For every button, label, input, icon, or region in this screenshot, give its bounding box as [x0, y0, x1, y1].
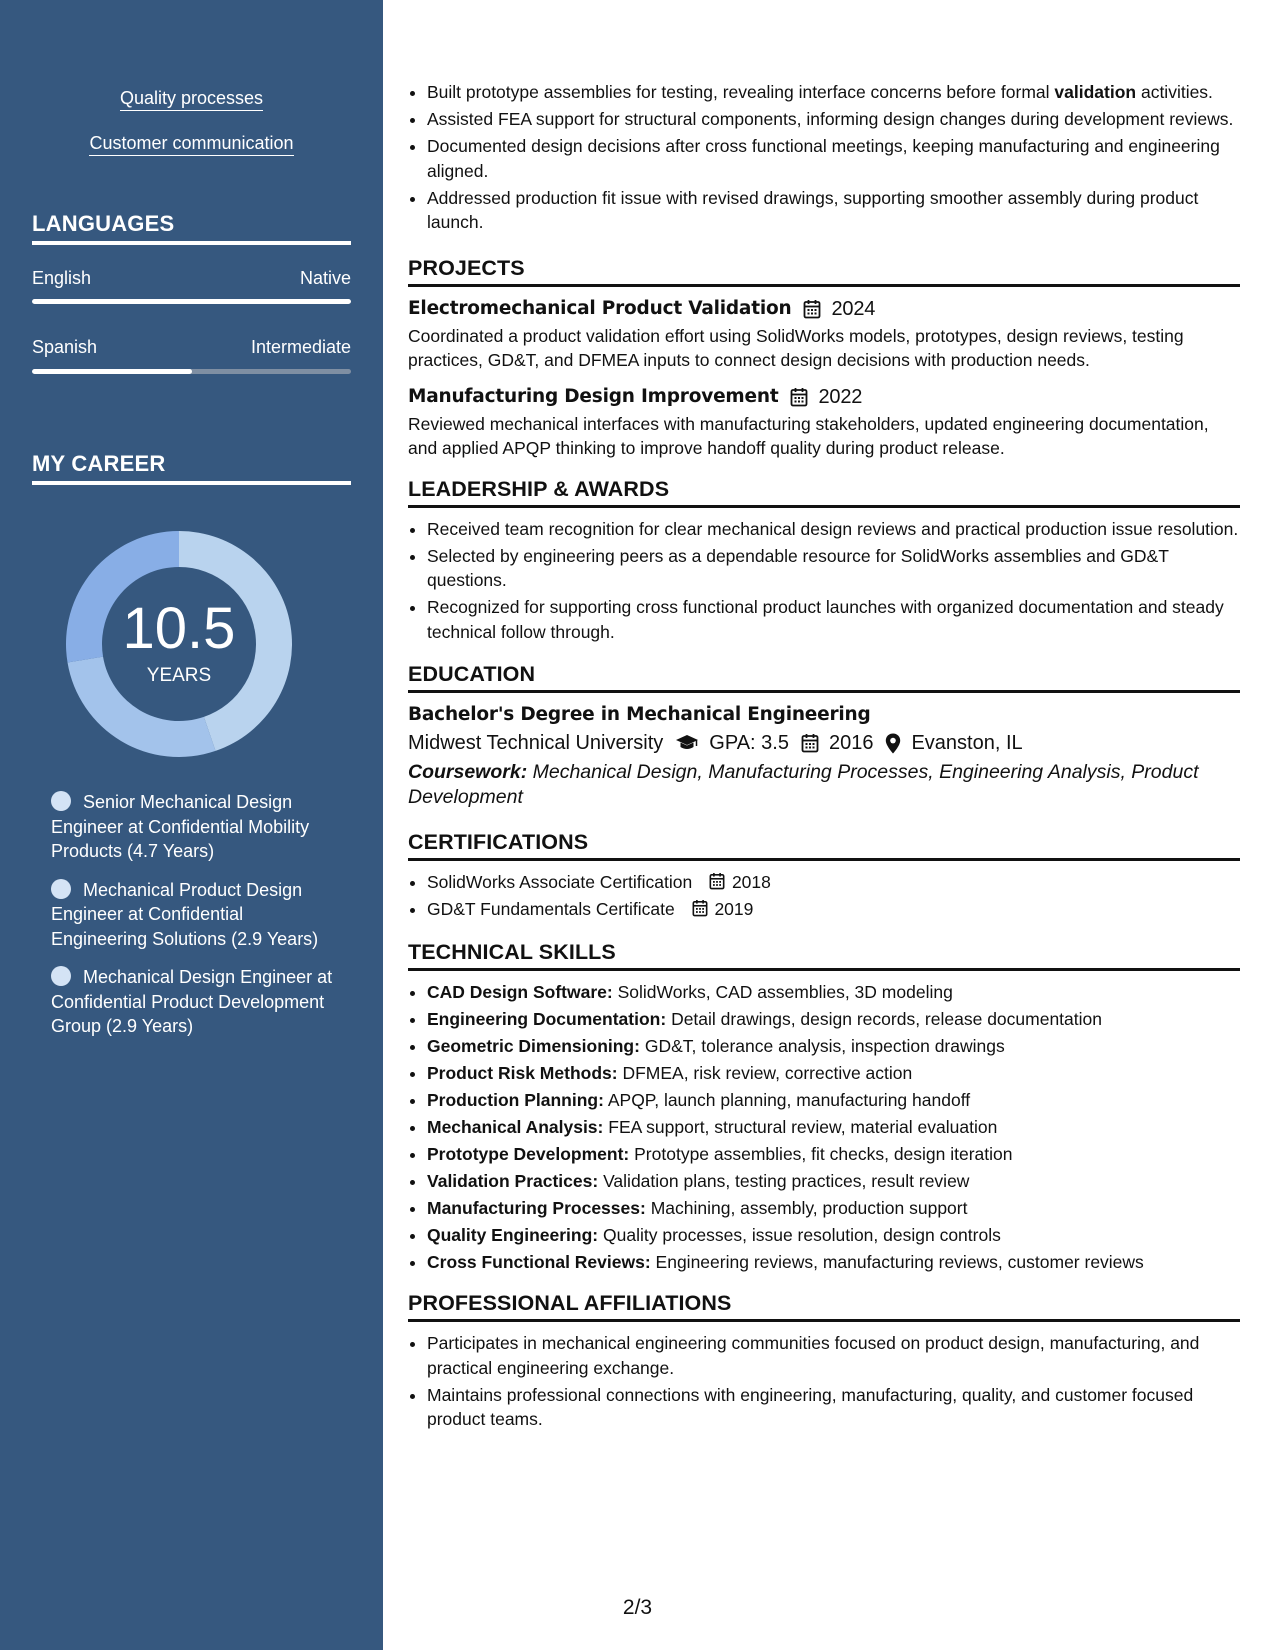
sidebar: [0, 0, 383, 1650]
project-title-row: [408, 296, 1240, 322]
technical-skill-value: DFMEA, risk review, corrective action: [622, 1062, 913, 1083]
certifications-list: [408, 870, 1240, 922]
calendar-icon: [790, 387, 808, 407]
calendar-icon: [803, 299, 821, 319]
leadership-bullets: [408, 517, 1240, 645]
language-name: English: [32, 268, 92, 288]
technical-skill-item: [427, 1250, 1240, 1275]
technical-skill-label: Mechanical Analysis:: [427, 1116, 604, 1137]
technical-skill-label: CAD Design Software:: [427, 981, 613, 1002]
technical-skill-label: Quality Engineering:: [427, 1224, 599, 1245]
technical-skill-label: Engineering Documentation:: [427, 1008, 667, 1029]
certification-year: 2019: [714, 899, 754, 919]
project-description: Reviewed mechanical interfaces with manufacturing stakeholders, updated engineering documentation, and applied APQP thinking to improve handoff quality during product release.: [408, 413, 1209, 458]
bullet-dot-icon: [51, 791, 71, 811]
technical-skill-value: Validation plans, testing practices, result review: [603, 1170, 970, 1191]
certification-year: 2018: [731, 872, 771, 892]
technical-skill-value: FEA support, structural review, material evaluation: [608, 1116, 998, 1137]
technical-skill-item: [427, 1007, 1240, 1032]
education-year: 2016: [828, 732, 874, 754]
coursework: Coursework: Mechanical Design, Manufacturing Processes, Engineering Analysis, Product Development: [408, 761, 1199, 808]
technical-skill-value: Engineering reviews, manufacturing reviews, customer reviews: [655, 1251, 1144, 1272]
project-description: Coordinated a product validation effort using SolidWorks models, prototypes, design reviews, testing practices, GD&T, and DFMEA inputs to connect design decisions with production needs.: [408, 325, 1184, 370]
technical-skill-value: GD&T, tolerance analysis, inspection drawings: [644, 1035, 1005, 1056]
technical-skill-item: [427, 980, 1240, 1005]
career-item: Senior Mechanical Design Engineer at Confidential Mobility Products (4.7 Years): [51, 792, 310, 861]
technical-skill-label: Product Risk Methods:: [427, 1062, 618, 1083]
career-list: [51, 790, 341, 1053]
experience-bullets: [408, 80, 1240, 235]
skill-item-quality-processes: Quality processes: [0, 88, 383, 109]
education-gpa: GPA: 3.5: [709, 732, 789, 754]
technical-skill-item: [427, 1034, 1240, 1059]
leadership-bullet: • Recognized for supporting cross functional product launches with organized documentation and steady technical follow through.: [427, 595, 1240, 644]
technical-skill-label: Manufacturing Processes:: [427, 1197, 646, 1218]
affiliations-bullets: [408, 1331, 1240, 1432]
technical-skill-value: SolidWorks, CAD assemblies, 3D modeling: [617, 981, 953, 1002]
technical-skill-label: Production Planning:: [427, 1089, 604, 1110]
career-heading: MY CAREER: [32, 451, 351, 485]
languages-heading: LANGUAGES: [32, 211, 351, 245]
skill-item-customer-communication: Customer communication: [0, 133, 383, 154]
experience-bullet: • Assisted FEA support for structural components, informing design changes during development reviews.: [427, 107, 1240, 132]
career-total-value: 10.5: [122, 596, 236, 661]
calendar-icon: [692, 899, 708, 917]
language-bar-fill: [32, 299, 351, 304]
technical-skill-value: Detail drawings, design records, release documentation: [671, 1008, 1102, 1029]
technical-skill-label: Geometric Dimensioning:: [427, 1035, 640, 1056]
career-total-unit: YEARS: [146, 665, 212, 686]
calendar-icon: [801, 733, 819, 753]
certification-name: SolidWorks Associate Certification: [427, 872, 693, 892]
technical-skill-item: [427, 1223, 1240, 1248]
education-heading: EDUCATION: [408, 662, 1240, 693]
technical-skill-value: Machining, assembly, production support: [650, 1197, 968, 1218]
language-name: Spanish: [32, 337, 98, 357]
career-item: Mechanical Product Design Engineer at Confidential Engineering Solutions (2.9 Years): [51, 879, 319, 949]
certifications-heading: CERTIFICATIONS: [408, 830, 1240, 861]
experience-bullet: • Addressed production fit issue with revised drawings, supporting smoother assembly during product launch.: [427, 186, 1240, 235]
project-year: 2024: [831, 297, 876, 320]
project-title-row: [408, 384, 1240, 410]
technical-skill-value: Quality processes, issue resolution, design controls: [603, 1224, 1001, 1245]
project-year: 2022: [818, 385, 863, 408]
bullet-dot-icon: [51, 879, 71, 899]
technical-skill-label: Prototype Development:: [427, 1143, 630, 1164]
graduation-cap-icon: [675, 734, 699, 752]
language-bar-fill: [32, 369, 192, 374]
affiliation-bullet: • Participates in mechanical engineering communities focused on product design, manufacturing, and practical engineering exchange.: [427, 1331, 1240, 1380]
certification-name: GD&T Fundamentals Certificate: [427, 899, 675, 919]
affiliations-heading: PROFESSIONAL AFFILIATIONS: [408, 1291, 1240, 1322]
technical-skill-item: [427, 1196, 1240, 1221]
technical-skill-item: [427, 1061, 1240, 1086]
language-bar-english: [32, 299, 351, 304]
education-meta: [408, 728, 1240, 758]
degree-title: Bachelor's Degree in Mechanical Engineering: [408, 704, 871, 725]
affiliation-bullet: • Maintains professional connections with engineering, manufacturing, quality, and customer focused product teams.: [427, 1383, 1240, 1432]
project-item: [408, 384, 1240, 461]
leadership-bullet: • Selected by engineering peers as a dependable resource for SolidWorks assemblies and GD&T questions.: [427, 544, 1240, 593]
project-item: [408, 296, 1240, 373]
main-content: [408, 0, 1240, 1434]
technical-skill-item: [427, 1142, 1240, 1167]
technical-skill-label: Cross Functional Reviews:: [427, 1251, 651, 1272]
education-location: Evanston, IL: [911, 732, 1023, 754]
experience-bullet: • Built prototype assemblies for testing, revealing interface concerns before formal validation activities.: [427, 80, 1240, 105]
certification-item: [427, 870, 1240, 895]
bullet-dot-icon: [51, 966, 71, 986]
experience-bullet: • Documented design decisions after cross functional meetings, keeping manufacturing and engineering aligned.: [427, 134, 1240, 183]
language-level: Intermediate: [250, 337, 351, 357]
leadership-heading: LEADERSHIP & AWARDS: [408, 477, 1240, 508]
language-bar-spanish: [32, 369, 351, 374]
technical-skill-label: Validation Practices:: [427, 1170, 599, 1191]
projects-heading: PROJECTS: [408, 256, 1240, 287]
technical-skill-item: [427, 1169, 1240, 1194]
map-pin-icon: [885, 733, 901, 754]
project-title: Electromechanical Product Validation: [408, 297, 792, 319]
school-name: Midwest Technical University: [408, 732, 664, 754]
career-item: Mechanical Design Engineer at Confidential Product Development Group (2.9 Years): [51, 967, 333, 1036]
technical-skills-list: [408, 980, 1240, 1275]
technical-skill-item: [427, 1115, 1240, 1140]
leadership-bullet: • Received team recognition for clear mechanical design reviews and practical production issue resolution.: [427, 517, 1240, 542]
calendar-icon: [709, 872, 725, 890]
technical-skill-item: [427, 1088, 1240, 1113]
page-number: 2/3: [622, 1596, 653, 1619]
project-title: Manufacturing Design Improvement: [408, 385, 779, 407]
language-level: Native: [299, 268, 351, 288]
technical-skills-heading: TECHNICAL SKILLS: [408, 940, 1240, 971]
certification-item: [427, 897, 1240, 922]
technical-skill-value: APQP, launch planning, manufacturing handoff: [607, 1089, 971, 1110]
technical-skill-value: Prototype assemblies, fit checks, design iteration: [634, 1143, 1013, 1164]
